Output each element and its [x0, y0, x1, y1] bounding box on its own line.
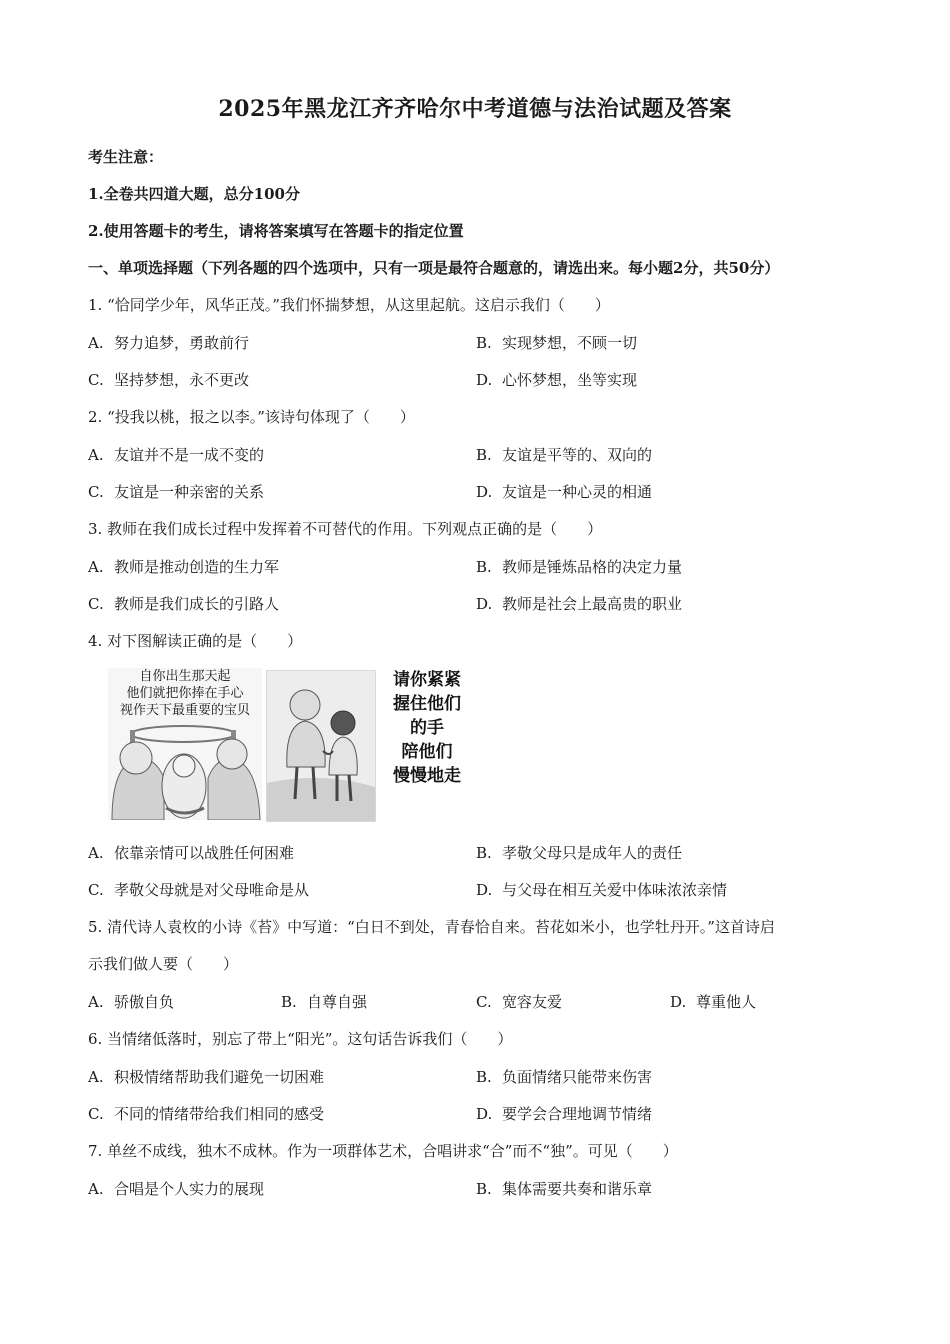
cartoon-image [108, 668, 470, 822]
notice-heading: 考生注意： [88, 148, 164, 166]
option-3b: B. 教师是锤炼品格的决定力量 [476, 558, 683, 576]
question-stem-4: 4. 对下图解读正确的是（ ） [88, 632, 303, 650]
option-7a: A. 合唱是个人实力的展现 [88, 1180, 265, 1198]
option-2b: B. 友谊是平等的、双向的 [476, 446, 653, 464]
cartoon-panel-parents-baby [108, 668, 262, 820]
question-stem-6: 6. 当情绪低落时，别忘了带上“阳光”。这句话告诉我们（ ） [88, 1030, 513, 1048]
notice-item-1: 1.全卷共四道大题，总分100分 [88, 185, 300, 203]
option-4a: A. 依靠亲情可以战胜任何困难 [88, 844, 295, 862]
option-3a: A. 教师是推动创造的生力军 [88, 558, 280, 576]
option-5a: A. 骄傲自负 [88, 993, 175, 1011]
question-stem-5-continued: 示我们做人要（ ） [88, 955, 239, 973]
question-stem-7: 7. 单丝不成线，独木不成林。作为一项群体艺术，合唱讲求“合”而不“独”。可见（ ） [88, 1142, 678, 1160]
question-stem-3: 3. 教师在我们成长过程中发挥着不可替代的作用。下列观点正确的是（ ） [88, 520, 603, 538]
option-5b: B. 自尊自强 [281, 993, 368, 1011]
page-title: 2025年黑龙江齐齐哈尔中考道德与法治试题及答案 [218, 96, 732, 122]
question-stem-1: 1. “恰同学少年，风华正茂。”我们怀揣梦想，从这里起航。这启示我们（ ） [88, 296, 610, 314]
option-2a: A. 友谊并不是一成不变的 [88, 446, 265, 464]
option-2c: C. 友谊是一种亲密的关系 [88, 483, 265, 501]
option-6b: B. 负面情绪只能带来伤害 [476, 1068, 653, 1086]
option-3d: D. 教师是社会上最高贵的职业 [476, 595, 683, 613]
option-5d: D. 尊重他人 [670, 993, 757, 1011]
question-stem-5: 5. 清代诗人袁枚的小诗《苔》中写道：“白日不到处，青春恰自来。苔花如米小，也学牡丹开。”这首诗启 [88, 918, 775, 936]
option-7b: B. 集体需要共奏和谐乐章 [476, 1180, 653, 1198]
option-6d: D. 要学会合理地调节情绪 [476, 1105, 653, 1123]
cartoon-caption-left: 自你出生那天起 他们就把你捧在手心 视作天下最重要的宝贝 [119, 669, 250, 718]
option-1a: A. 努力追梦，勇敢前行 [88, 334, 250, 352]
question-stem-2: 2. “投我以桃，报之以李。”该诗句体现了（ ） [88, 408, 415, 426]
option-6c: C. 不同的情绪带给我们相同的感受 [88, 1105, 325, 1123]
option-4c: C. 孝敬父母就是对父母唯命是从 [88, 881, 310, 899]
option-1b: B. 实现梦想，不顾一切 [476, 334, 638, 352]
section-heading: 一、单项选择题（下列各题的四个选项中，只有一项是最符合题意的，请选出来。每小题2分，共50分） [88, 259, 780, 277]
option-5c: C. 宽容友爱 [476, 993, 563, 1011]
option-2d: D. 友谊是一种心灵的相通 [476, 483, 653, 501]
option-4b: B. 孝敬父母只是成年人的责任 [476, 844, 683, 862]
option-1c: C. 坚持梦想，永不更改 [88, 371, 250, 389]
option-3c: C. 教师是我们成长的引路人 [88, 595, 280, 613]
notice-item-2: 2.使用答题卡的考生，请将答案填写在答题卡的指定位置 [88, 222, 464, 240]
option-1d: D. 心怀梦想，坐等实现 [476, 371, 638, 389]
cartoon-caption-right: 请你紧紧 握住他们 的手 陪他们 慢慢地走 [393, 670, 461, 786]
option-6a: A. 积极情绪帮助我们避免一切困难 [88, 1068, 325, 1086]
option-4d: D. 与父母在相互关爱中体味浓浓亲情 [476, 881, 728, 899]
cartoon-panel-walking [266, 670, 376, 822]
